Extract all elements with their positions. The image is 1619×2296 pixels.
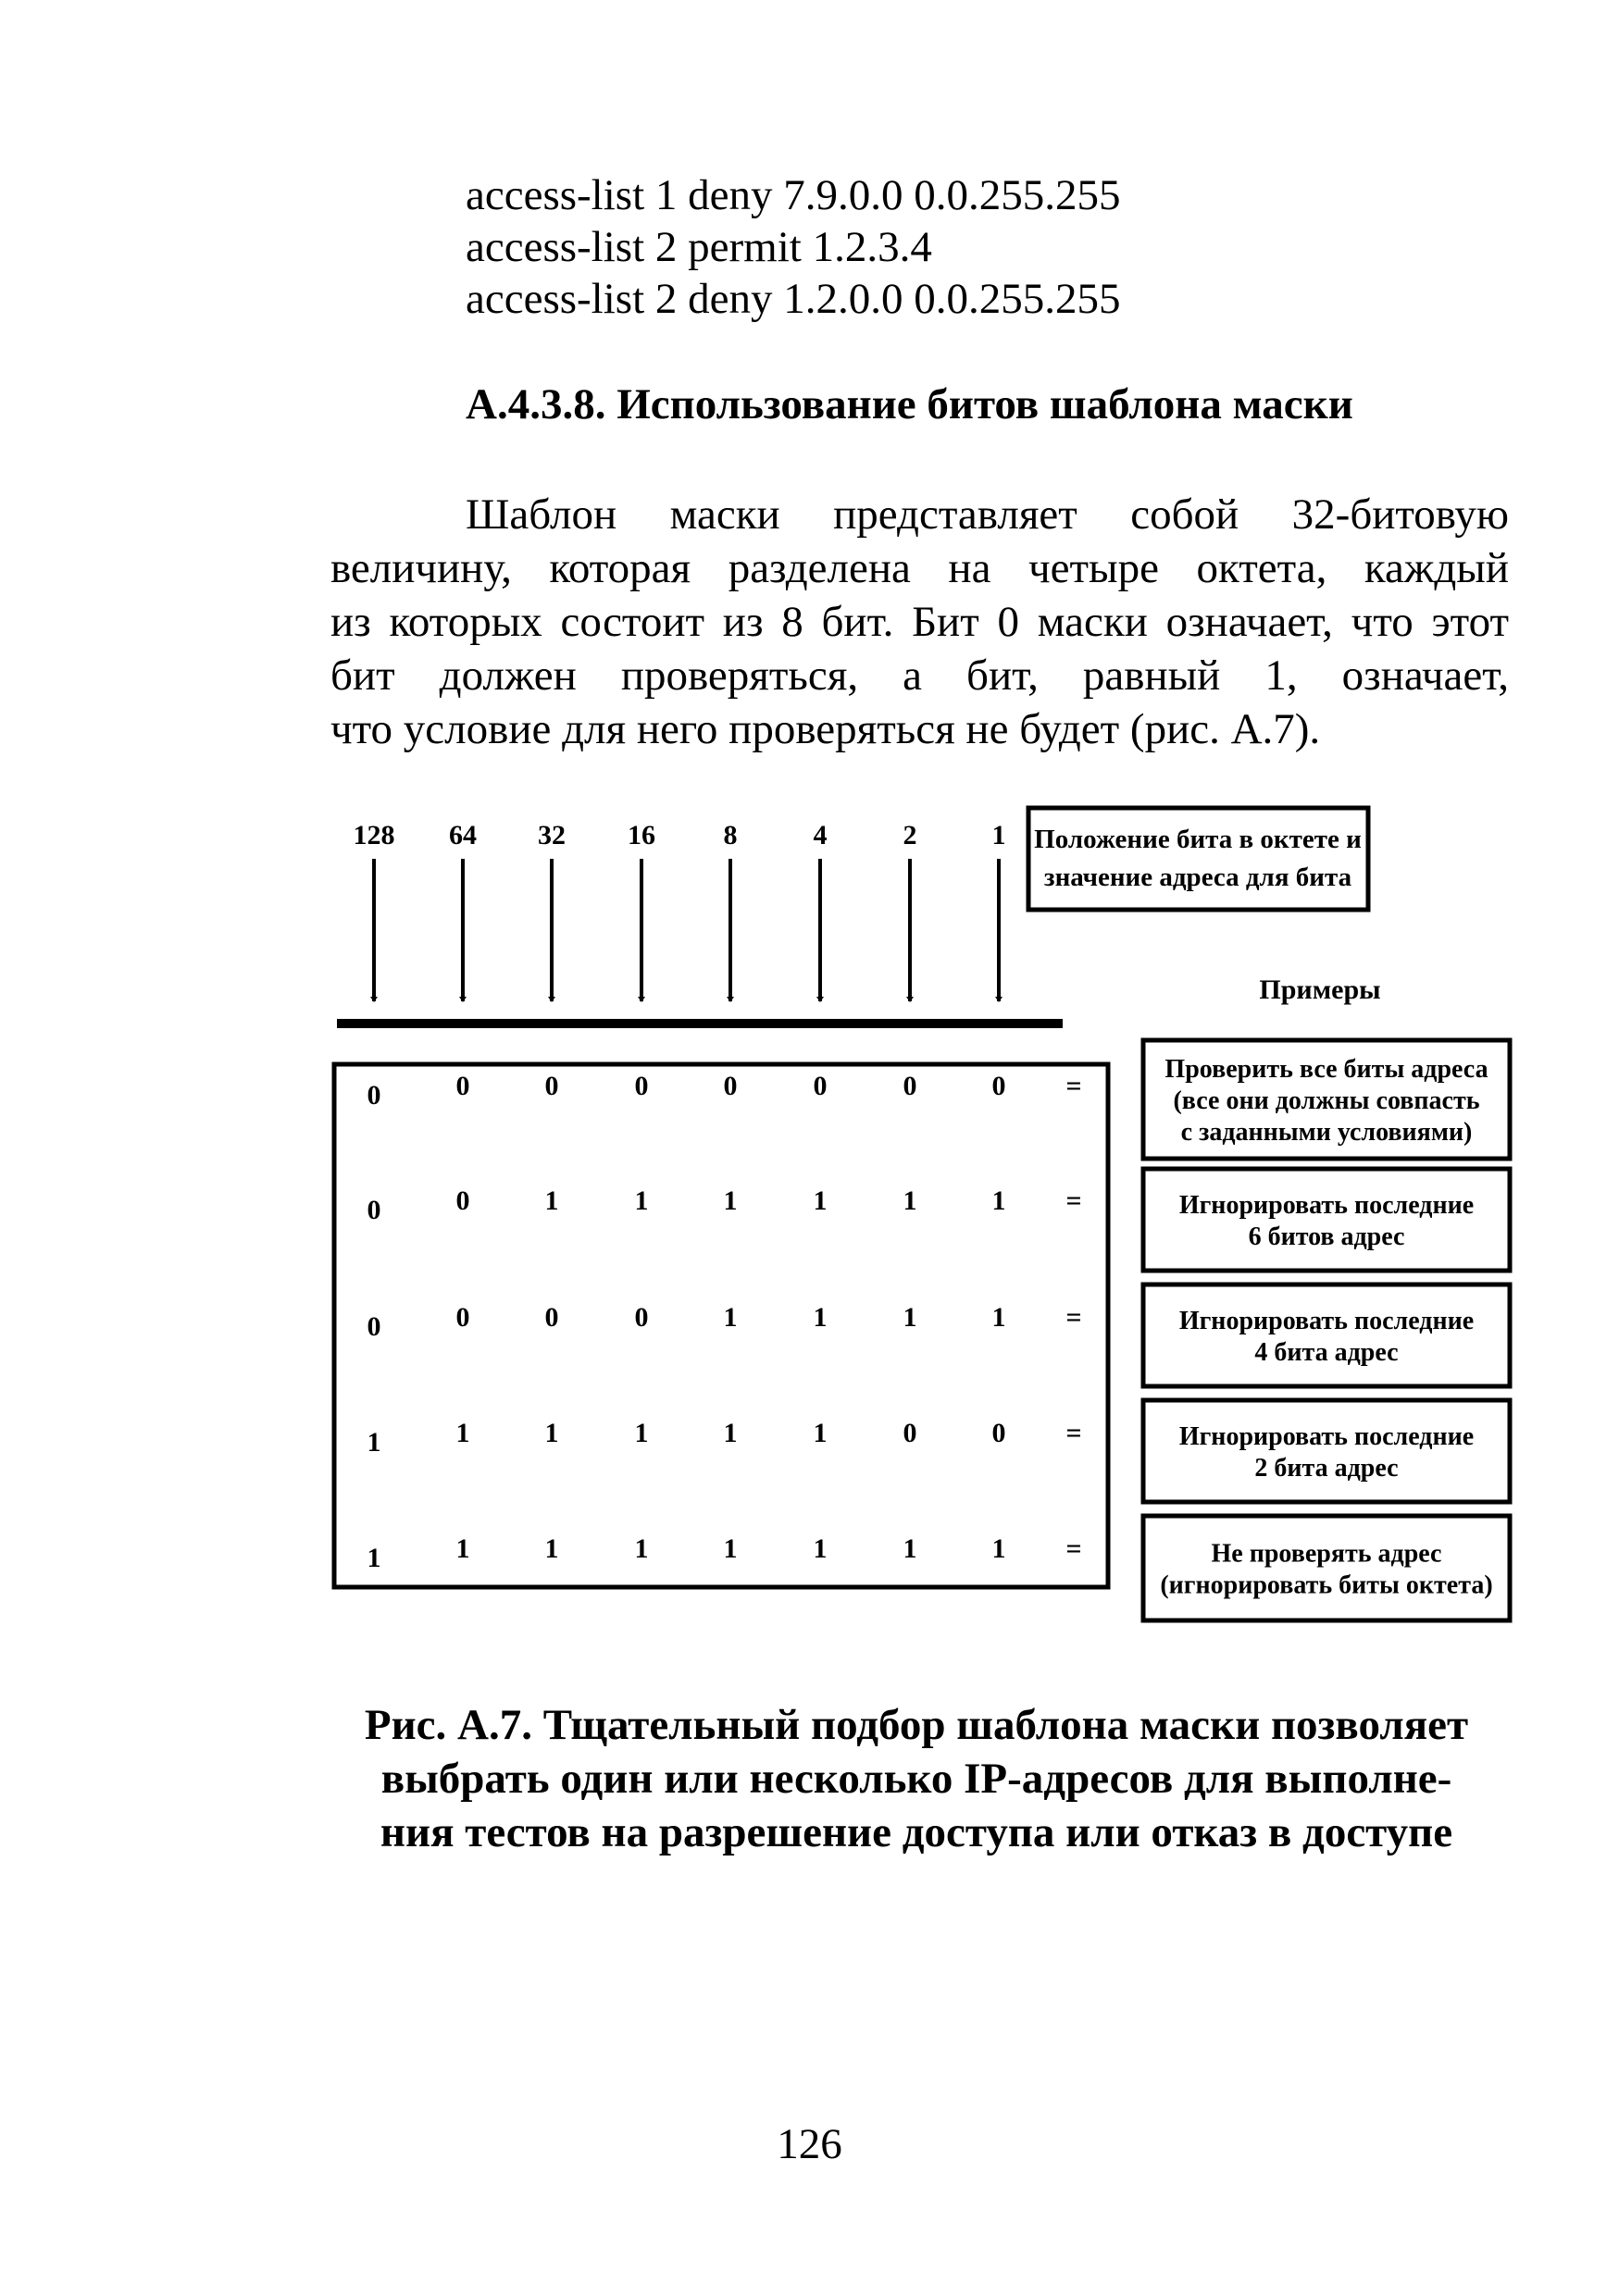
- code-line: access-list 2 deny 1.2.0.0 0.0.255.255: [466, 275, 1121, 323]
- caption-line: ния тестов на разрешение доступа или отказ в доступе: [380, 1808, 1453, 1856]
- bit-cell: 1: [455, 1533, 470, 1564]
- bit-cell: 1: [455, 1418, 470, 1448]
- example-description-text: 2 бита адрес: [1254, 1454, 1399, 1483]
- bit-value-label: 16: [628, 820, 655, 850]
- bit-cell: 1: [813, 1302, 828, 1333]
- bit-cell: 0: [455, 1071, 470, 1101]
- bit-cell: 0: [455, 1185, 470, 1216]
- bit-cell: 1: [813, 1533, 828, 1564]
- example-description-box: [1143, 1516, 1510, 1620]
- equals-sign: =: [1065, 1185, 1082, 1216]
- bit-cell: 1: [991, 1185, 1006, 1216]
- bit-cell: 0: [544, 1071, 559, 1101]
- paragraph-line: Шаблон маски представляет собой 32-битовую: [466, 490, 1509, 539]
- example-description-text: (все они должны совпасть: [1173, 1086, 1480, 1115]
- bit-value-label: 128: [353, 820, 395, 850]
- paragraph-line: величину, которая разделена на четыре октета, каждый: [330, 544, 1509, 592]
- bit-value-label: 4: [813, 820, 828, 850]
- examples-label: Примеры: [1259, 974, 1381, 1005]
- example-description-text: 4 бита адрес: [1254, 1338, 1399, 1367]
- bit-value-label: 2: [903, 820, 917, 850]
- bit-cell: 1: [723, 1533, 738, 1564]
- bit-cell: 1: [813, 1418, 828, 1448]
- bit-cell: 1: [634, 1185, 649, 1216]
- section-heading: А.4.3.8. Использование битов шаблона маски: [466, 380, 1353, 428]
- paragraph-line: из которых состоит из 8 бит. Бит 0 маски означает, что этот: [330, 598, 1509, 646]
- bit-cell: 1: [903, 1185, 917, 1216]
- bit-cell: 0: [455, 1302, 470, 1333]
- paragraph-line: бит должен проверяться, а бит, равный 1, означает,: [330, 652, 1509, 700]
- position-label-box: [1028, 808, 1368, 910]
- bit-cell: 1: [367, 1427, 381, 1458]
- bit-cell: 1: [991, 1302, 1006, 1333]
- equals-sign: =: [1065, 1302, 1082, 1333]
- example-description-text: Не проверять адрес: [1211, 1539, 1442, 1569]
- bit-cell: 1: [723, 1418, 738, 1448]
- bit-cell: 0: [723, 1071, 738, 1101]
- bit-cell: 0: [903, 1071, 917, 1101]
- bit-value-label: 1: [991, 820, 1006, 850]
- bit-cell: 0: [903, 1418, 917, 1448]
- caption-line: выбрать один или несколько IP-адресов для выполне-: [380, 1755, 1452, 1803]
- example-description-box: [1143, 1169, 1510, 1271]
- bit-cell: 0: [367, 1195, 381, 1225]
- example-description-box: [1143, 1040, 1510, 1159]
- example-description-text: 6 битов адрес: [1248, 1222, 1405, 1251]
- position-label-text: Положение бита в октете и: [1034, 825, 1362, 854]
- bit-cell: 0: [634, 1071, 649, 1101]
- example-description-box: [1143, 1400, 1510, 1502]
- page-number: 126: [777, 2120, 842, 2168]
- bit-value-label: 64: [449, 820, 477, 850]
- bit-value-label: 8: [723, 820, 738, 850]
- example-description-text: Игнорировать последние: [1178, 1191, 1475, 1220]
- bit-cell: 0: [991, 1418, 1006, 1448]
- paragraph-line: что условие для него проверяться не будет (рис. А.7).: [330, 705, 1321, 753]
- code-line: access-list 2 permit 1.2.3.4: [466, 223, 932, 271]
- example-description-text: Игнорировать последние: [1178, 1307, 1475, 1335]
- code-line: access-list 1 deny 7.9.0.0 0.0.255.255: [466, 171, 1121, 219]
- bit-cell: 1: [367, 1543, 381, 1573]
- example-description-text: с заданными условиями): [1180, 1118, 1473, 1147]
- bit-cell: 1: [634, 1418, 649, 1448]
- bit-cell: 1: [991, 1533, 1006, 1564]
- bit-cell: 1: [903, 1302, 917, 1333]
- example-description-box: [1143, 1285, 1510, 1386]
- equals-sign: =: [1065, 1533, 1082, 1564]
- bit-cell: 0: [544, 1302, 559, 1333]
- example-description-text: Игнорировать последние: [1178, 1422, 1475, 1451]
- position-label-text: значение адреса для бита: [1043, 863, 1352, 892]
- bit-cell: 0: [367, 1080, 381, 1111]
- bit-cell: 1: [544, 1533, 559, 1564]
- bit-cell: 0: [991, 1071, 1006, 1101]
- equals-sign: =: [1065, 1418, 1082, 1448]
- bit-cell: 0: [367, 1311, 381, 1342]
- bit-cell: 1: [544, 1418, 559, 1448]
- bit-value-label: 32: [538, 820, 566, 850]
- bit-cell: 1: [813, 1185, 828, 1216]
- bit-cell: 1: [634, 1533, 649, 1564]
- example-description-text: Проверить все биты адреса: [1164, 1055, 1488, 1084]
- bit-cell: 1: [723, 1185, 738, 1216]
- bit-cell: 0: [813, 1071, 828, 1101]
- caption-line: Рис. А.7. Тщательный подбор шаблона маски позволяет: [364, 1701, 1469, 1749]
- bit-cell: 1: [544, 1185, 559, 1216]
- equals-sign: =: [1065, 1071, 1082, 1101]
- bit-cell: 1: [723, 1302, 738, 1333]
- example-description-text: (игнорировать биты октета): [1160, 1570, 1493, 1600]
- bit-cell: 1: [903, 1533, 917, 1564]
- bit-cell: 0: [634, 1302, 649, 1333]
- bits-table-frame: [334, 1064, 1108, 1587]
